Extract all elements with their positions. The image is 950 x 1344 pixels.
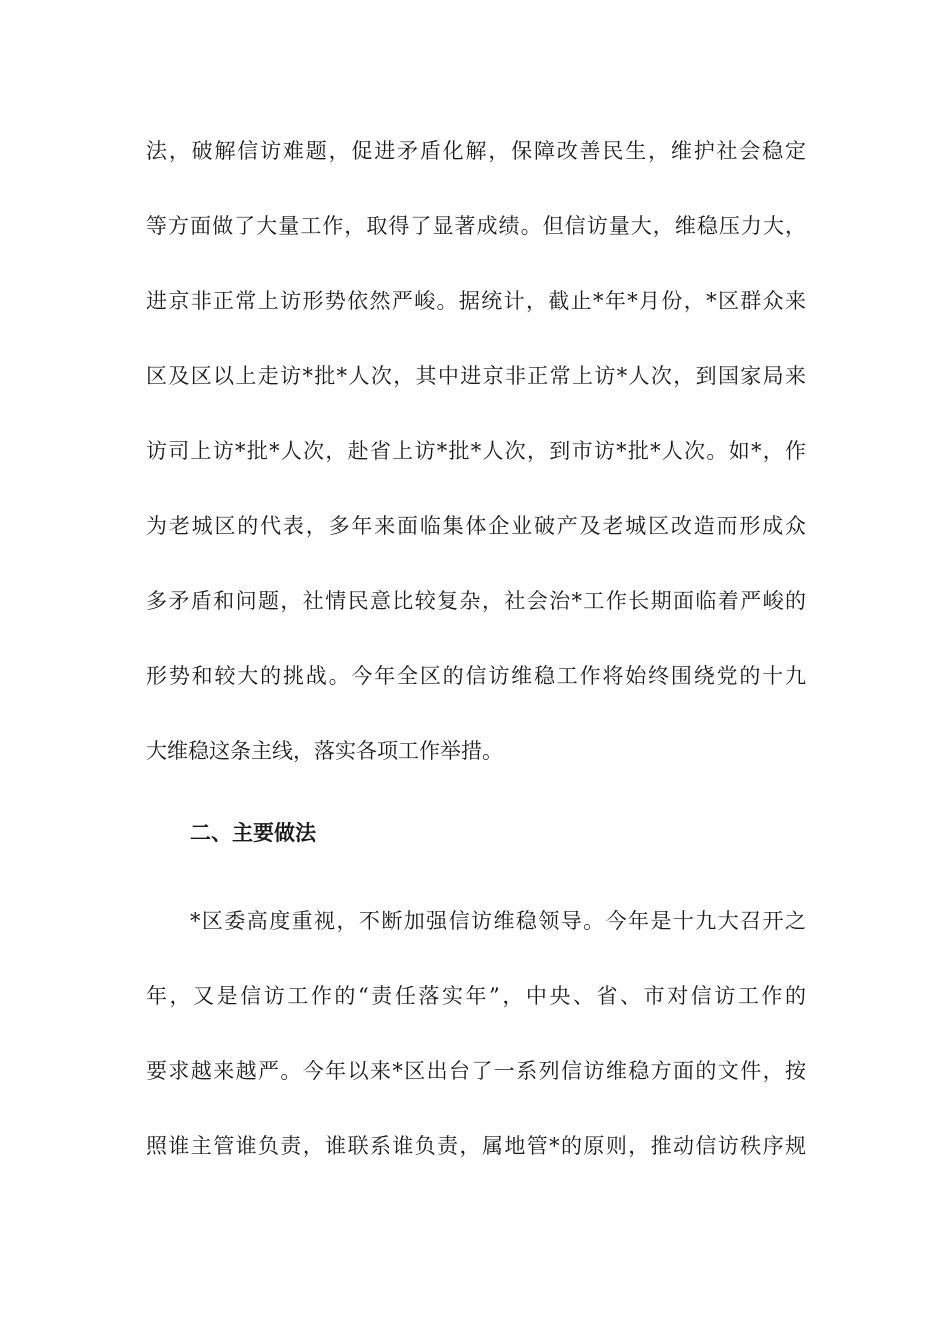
text-line: 进京非正常上访形势依然严峻。据统计，截止*年*月份，*区群众来 <box>146 289 806 313</box>
text-line: 访司上访*批*人次，赴省上访*批*人次，到市访*批*人次。如*，作 <box>146 439 806 463</box>
text-line: 照谁主管谁负责，谁联系谁负责，属地管*的原则，推动信访秩序规 <box>146 1134 806 1158</box>
text-line: 要求越来越严。今年以来*区出台了一系列信访维稳方面的文件，按 <box>146 1059 806 1083</box>
text-line: 年，又是信访工作的“责任落实年”，中央、省、市对信访工作的 <box>146 984 806 1008</box>
text-line: 形势和较大的挑战。今年全区的信访维稳工作将始终围绕党的十九 <box>146 664 806 688</box>
section-heading: 二、主要做法 <box>190 821 316 845</box>
text-line: 法，破解信访难题，促进矛盾化解，保障改善民生，维护社会稳定 <box>146 139 806 163</box>
text-line: 等方面做了大量工作，取得了显著成绩。但信访量大，维稳压力大， <box>146 214 806 238</box>
text-line: 为老城区的代表，多年来面临集体企业破产及老城区改造而形成众 <box>146 514 806 538</box>
text-line: 区及区以上走访*批*人次，其中进京非正常上访*人次，到国家局来 <box>146 364 806 388</box>
text-line: *区委高度重视，不断加强信访维稳领导。今年是十九大召开之 <box>190 909 806 933</box>
text-line: 多矛盾和问题，社情民意比较复杂，社会治*工作长期面临着严峻的 <box>146 589 806 613</box>
text-line: 大维稳这条主线，落实各项工作举措。 <box>146 739 503 763</box>
